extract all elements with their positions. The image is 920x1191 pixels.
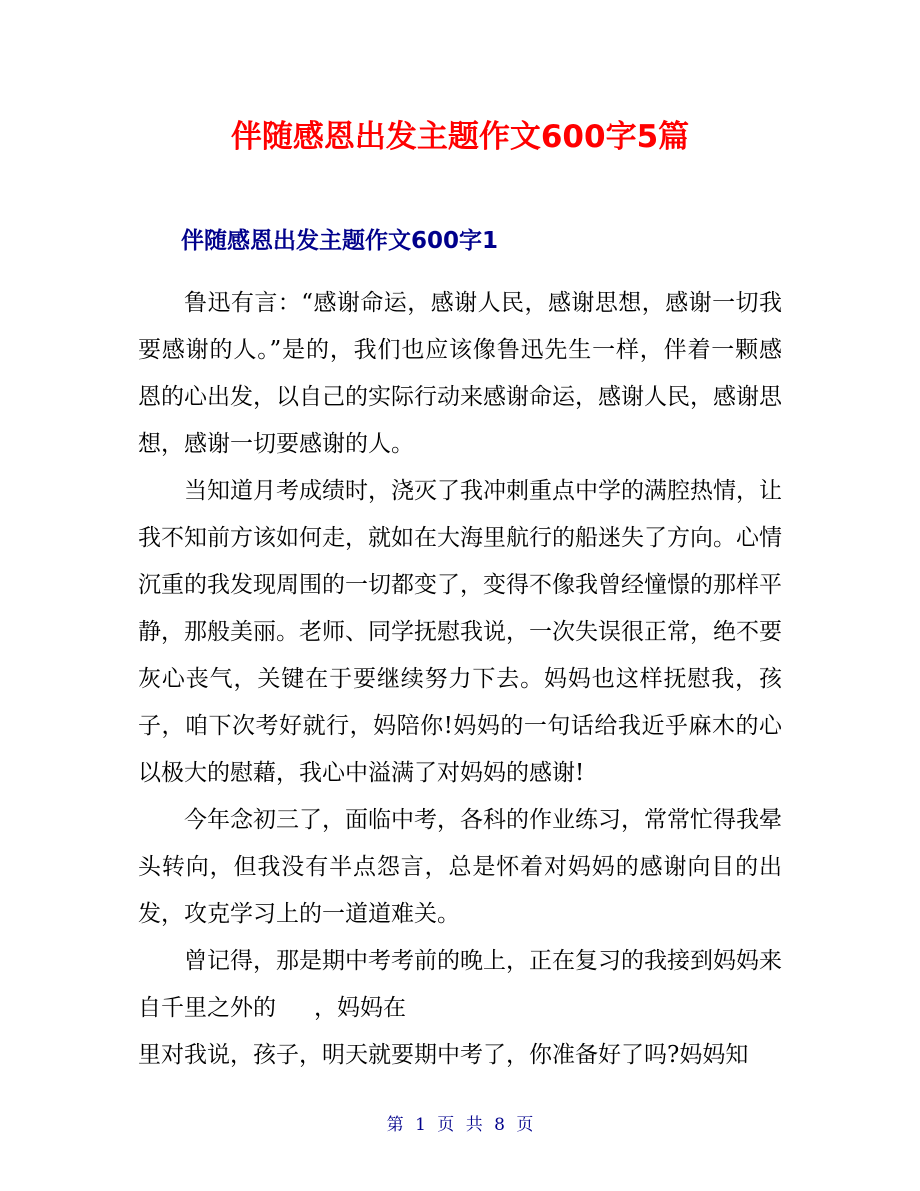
document-title: 伴随感恩出发主题作文600字5篇 — [230, 119, 690, 155]
paragraph-text: 曾记得，那是期中考考前的晚上，正在复习的我接到妈妈来自千里之外的 — [138, 948, 782, 1021]
paragraph: 今年念初三了，面临中考，各科的作业练习，常常忙得我晕头转向，但我没有半点怨言，总是怀着对妈妈的感谢向目的出发，攻克学习上的一道道难关。 — [138, 807, 782, 927]
essay-body — [138, 280, 782, 1079]
section-heading: 伴随感恩出发主题作文600字1 — [181, 228, 499, 254]
paragraph-text: ，妈妈在 — [314, 995, 406, 1021]
paragraph: 当知道月考成绩时，浇灭了我冲刺重点中学的满腔热情，让我不知前方该如何走，就如在大海里航行的船迷失了方向。心情沉重的我发现周围的一切都变了，变得不像我曾经憧憬的那样平静，那般美丽。老师、同学抚慰我说，一次失误很正常，绝不要灰心丧气，关键在于要继续努力下去。妈妈也这样抚慰我，孩子，咱下次考好就行，妈陪你!妈妈的一句话给我近乎麻木的心以极大的慰藉，我心中溢满了对妈妈的感谢! — [138, 478, 782, 786]
paragraph — [138, 938, 782, 1079]
paragraph-text: 里对我说，孩子，明天就要期中考了，你准备好了吗?妈妈知 — [138, 1042, 749, 1068]
page-footer: 第 1 页 共 8 页 — [386, 1115, 534, 1135]
paragraph: 鲁迅有言：“感谢命运，感谢人民，感谢思想，感谢一切我要感谢的人。”是的，我们也应该像鲁迅先生一样，伴着一颗感恩的心出发，以自己的实际行动来感谢命运，感谢人民，感谢思想，感谢一切要感谢的人。 — [138, 290, 782, 457]
